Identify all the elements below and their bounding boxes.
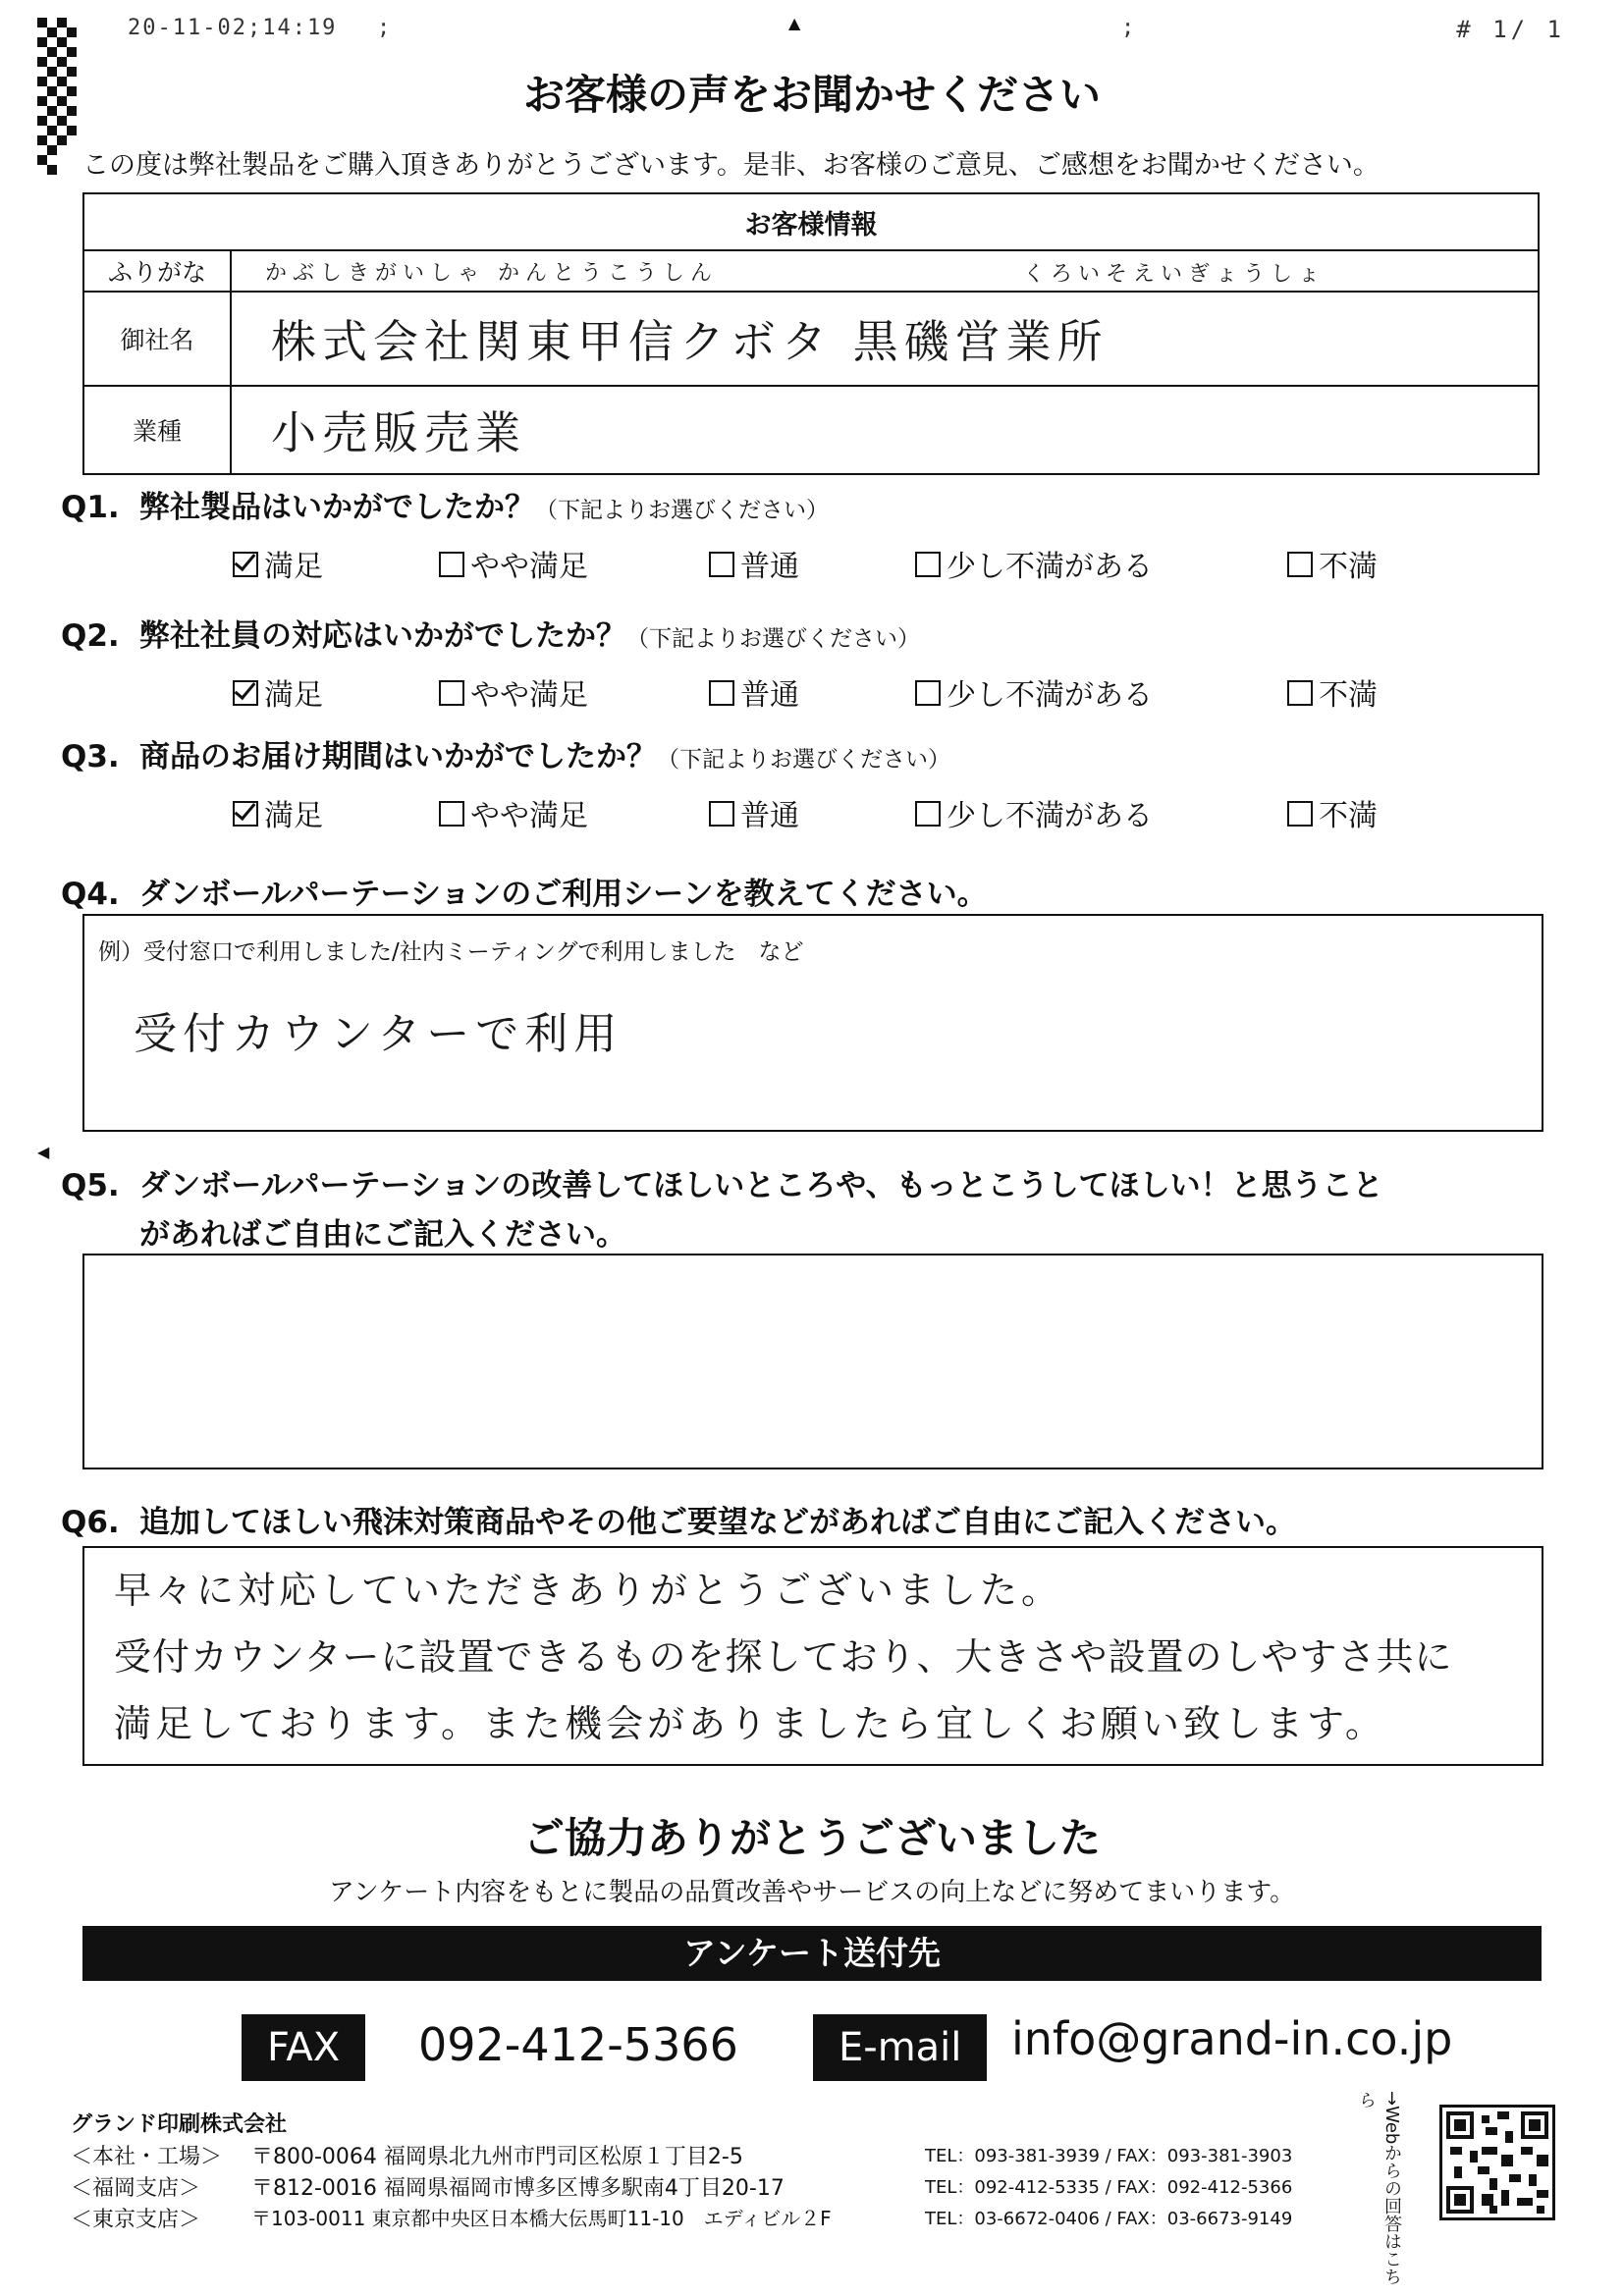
question-text: ダンボールパーテーションのご利用シーンを教えてください。 bbox=[139, 877, 988, 912]
question-6 bbox=[61, 1497, 1296, 1541]
qr-code-icon[interactable] bbox=[1439, 2105, 1555, 2220]
checkbox-icon[interactable] bbox=[915, 552, 941, 577]
company-name: グランド印刷株式会社 bbox=[71, 2112, 288, 2137]
option-satisfied[interactable]: 満足 bbox=[233, 542, 323, 585]
option-somewhat-satisfied[interactable]: やや満足 bbox=[439, 670, 588, 714]
checkbox-icon[interactable] bbox=[915, 680, 941, 706]
checkbox-checked-icon[interactable] bbox=[233, 801, 258, 827]
option-satisfied[interactable]: 満足 bbox=[233, 791, 323, 834]
option-dissatisfied[interactable]: 不満 bbox=[1287, 542, 1378, 585]
fax-header bbox=[128, 16, 1137, 40]
question-number: Q4. bbox=[61, 877, 120, 912]
office-name: ＜東京支店＞ bbox=[71, 2208, 201, 2232]
question-4 bbox=[61, 869, 988, 913]
question-hint: （下記よりお選びください） bbox=[657, 747, 950, 773]
page-title: お客様の声をお聞かせください bbox=[522, 71, 1101, 119]
furigana-value: かぶしきがいしゃ かんとうこうしん bbox=[265, 260, 718, 286]
question-text: ダンボールパーテーションの改善してほしいところや、もっとこうしてほしい！と思うこと bbox=[139, 1168, 1383, 1203]
send-to-bar: アンケート送付先 bbox=[82, 1926, 1542, 1981]
checkbox-icon[interactable] bbox=[915, 801, 941, 827]
checkbox-icon[interactable] bbox=[709, 552, 734, 577]
question-1 bbox=[61, 482, 829, 526]
office-address: 〒800-0064 福岡県北九州市門司区松原１丁目2-5 bbox=[251, 2145, 743, 2169]
question-5 bbox=[61, 1160, 1383, 1204]
fax-separator: ; bbox=[377, 16, 393, 40]
option-satisfied[interactable]: 満足 bbox=[233, 670, 323, 714]
registration-mark-icon: ▲ bbox=[788, 14, 801, 32]
q6-answer-line: 早々に対応していただきありがとうございました。 bbox=[114, 1569, 1063, 1612]
option-somewhat-satisfied[interactable]: やや満足 bbox=[439, 542, 588, 585]
office-address: 〒103-0011 東京都中央区日本橋大伝馬町11-10 エディビル２F bbox=[251, 2207, 832, 2230]
fax-separator: ; bbox=[1121, 16, 1137, 40]
question-text: 弊社社員の対応はいかがでしたか？ bbox=[139, 618, 626, 654]
company-field[interactable]: 株式会社関東甲信クボタ 黒磯営業所 bbox=[231, 292, 1539, 386]
fax-timestamp: 20-11-02;14:19 bbox=[128, 16, 338, 40]
q6-answer-line: 満足しております。また機会がありましたら宜しくお願い致します。 bbox=[114, 1702, 1386, 1745]
checkbox-icon[interactable] bbox=[439, 801, 464, 827]
office-name: ＜福岡支店＞ bbox=[71, 2176, 201, 2201]
checkbox-icon[interactable] bbox=[439, 552, 464, 577]
question-number: Q1. bbox=[61, 490, 120, 525]
q4-answer-box[interactable] bbox=[82, 914, 1543, 1132]
office-tel: TEL：03-6672-0406 / FAX：03-6673-9149 bbox=[925, 2209, 1293, 2229]
q5-answer-box[interactable] bbox=[82, 1254, 1543, 1469]
option-slightly-dissatisfied[interactable]: 少し不満がある bbox=[915, 542, 1153, 585]
company-label: 御社名 bbox=[83, 292, 231, 386]
question-number: Q3. bbox=[61, 739, 120, 774]
customer-info-heading: お客様情報 bbox=[83, 193, 1539, 250]
thanks-subtext: アンケート内容をもとに製品の品質改善やサービスの向上などに努めてまいります。 bbox=[328, 1878, 1296, 1907]
office-row bbox=[71, 2171, 1367, 2203]
furigana-field[interactable] bbox=[231, 250, 1539, 292]
checkbox-checked-icon[interactable] bbox=[233, 552, 258, 577]
q6-answer-line: 受付カウンターに設置できるものを探しており、大きさや設置のしやすさ共に bbox=[114, 1635, 1453, 1679]
office-row bbox=[71, 2203, 1367, 2234]
q4-example: 例）受付窓口で利用しました/社内ミーティングで利用しました など bbox=[98, 939, 804, 965]
office-address: 〒812-0016 福岡県福岡市博多区博多駅南4丁目20-17 bbox=[251, 2176, 785, 2201]
registration-mark-icon: ◀ bbox=[37, 1143, 50, 1161]
email-label: E-mail bbox=[813, 2014, 987, 2081]
question-3 bbox=[61, 731, 950, 775]
checkbox-icon[interactable] bbox=[709, 801, 734, 827]
checkbox-icon[interactable] bbox=[1287, 680, 1313, 706]
option-neutral[interactable]: 普通 bbox=[709, 670, 799, 714]
question-hint: （下記よりお選びください） bbox=[535, 498, 829, 523]
industry-field[interactable]: 小売販売業 bbox=[231, 386, 1539, 474]
q4-answer: 受付カウンターで利用 bbox=[134, 1009, 623, 1059]
web-answer-note: →Webからの回答はこちら bbox=[1356, 2091, 1402, 2286]
office-tel: TEL：092-412-5335 / FAX：092-412-5366 bbox=[925, 2177, 1293, 2198]
intro-text: この度は弊社製品をご購入頂きありがとうございます。是非、お客様のご意見、ご感想をお聞かせください。 bbox=[82, 150, 1380, 181]
question-5-continued: があればご自由にご記入ください。 bbox=[139, 1217, 626, 1253]
question-number: Q6. bbox=[61, 1505, 120, 1540]
question-number: Q2. bbox=[61, 618, 120, 654]
option-slightly-dissatisfied[interactable]: 少し不満がある bbox=[915, 670, 1153, 714]
fax-label: FAX bbox=[242, 2014, 365, 2081]
checkbox-icon[interactable] bbox=[1287, 552, 1313, 577]
option-somewhat-satisfied[interactable]: やや満足 bbox=[439, 791, 588, 834]
furigana-value-branch: くろいそえいぎょうしょ bbox=[1023, 262, 1326, 287]
q6-answer-box[interactable] bbox=[82, 1546, 1543, 1766]
industry-label: 業種 bbox=[83, 386, 231, 474]
option-neutral[interactable]: 普通 bbox=[709, 791, 799, 834]
question-2 bbox=[61, 611, 920, 655]
thanks-heading: ご協力ありがとうございました bbox=[522, 1814, 1101, 1862]
checkbox-checked-icon[interactable] bbox=[233, 680, 258, 706]
office-row bbox=[71, 2140, 1367, 2171]
email-address[interactable]: info@grand-in.co.jp bbox=[1011, 2012, 1453, 2065]
checkbox-icon[interactable] bbox=[439, 680, 464, 706]
option-dissatisfied[interactable]: 不満 bbox=[1287, 670, 1378, 714]
question-text: 追加してほしい飛沫対策商品やその他ご要望などがあればご自由にご記入ください。 bbox=[139, 1505, 1296, 1540]
customer-info-table bbox=[82, 192, 1540, 475]
option-dissatisfied[interactable]: 不満 bbox=[1287, 791, 1378, 834]
office-name: ＜本社・工場＞ bbox=[71, 2145, 223, 2169]
question-text: 弊社製品はいかがでしたか？ bbox=[139, 490, 535, 525]
fax-number: 092-412-5366 bbox=[418, 2018, 738, 2071]
checkbox-icon[interactable] bbox=[1287, 801, 1313, 827]
option-slightly-dissatisfied[interactable]: 少し不満がある bbox=[915, 791, 1153, 834]
question-text: 商品のお届け期間はいかがでしたか？ bbox=[139, 739, 657, 774]
option-neutral[interactable]: 普通 bbox=[709, 542, 799, 585]
furigana-label: ふりがな bbox=[83, 250, 231, 292]
question-hint: （下記よりお選びください） bbox=[626, 626, 920, 652]
checkbox-icon[interactable] bbox=[709, 680, 734, 706]
office-tel: TEL：093-381-3939 / FAX：093-381-3903 bbox=[925, 2146, 1293, 2166]
fax-page-number: # 1/ 1 bbox=[1456, 16, 1565, 43]
question-number: Q5. bbox=[61, 1168, 120, 1203]
qr-pattern bbox=[1442, 2108, 1552, 2217]
